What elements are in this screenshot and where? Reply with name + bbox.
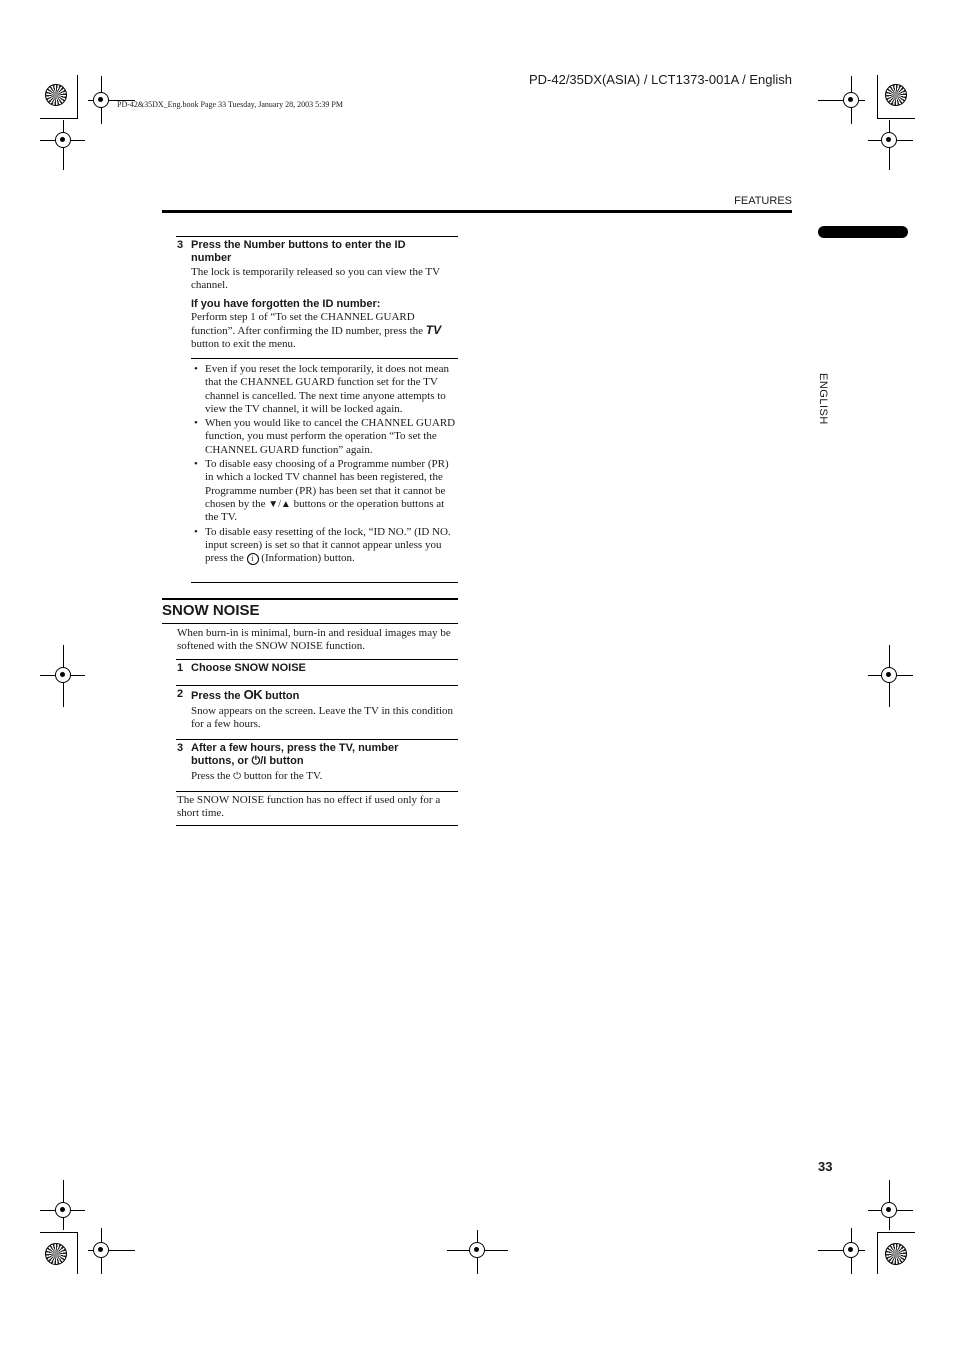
page-number: 33	[818, 1159, 833, 1174]
forgot-title: If you have forgotten the ID number:	[191, 297, 381, 310]
doc-id: PD-42/35DX(ASIA) / LCT1373-001A / English	[528, 72, 792, 87]
registration-mark-icon	[843, 92, 859, 108]
registration-target-icon	[45, 1243, 67, 1265]
registration-target-icon	[885, 1243, 907, 1265]
snow-step-2	[176, 688, 458, 732]
power-icon: ⏻	[233, 771, 242, 782]
registration-mark-icon	[55, 1202, 71, 1218]
registration-mark-icon	[881, 132, 897, 148]
header-rule	[162, 210, 792, 213]
rule	[162, 623, 458, 624]
step-title: Press the Number buttons to enter the ID number	[191, 239, 406, 264]
step-body: Snow appears on the screen. Leave the TV in this condition for a few hours.	[191, 705, 454, 731]
section-heading: SNOW NOISE	[162, 602, 260, 619]
rule	[191, 358, 458, 359]
note-item: • Even if you reset the lock temporarily, it does not mean that the CHANNEL GUARD function set for the TV channel is cancelled. The next time anyone attempts to view the TV channel, it will be locked again.	[192, 363, 458, 416]
power-button-icon: ⏻/I	[251, 755, 267, 767]
registration-mark-icon	[93, 92, 109, 108]
rule	[176, 685, 458, 686]
book-info: PD-42&35DX_Eng.book Page 33 Tuesday, January 28, 2003 5:39 PM	[117, 100, 343, 109]
section-label: FEATURES	[734, 195, 792, 207]
rule	[191, 582, 458, 583]
registration-mark-icon	[881, 1202, 897, 1218]
rule	[176, 236, 458, 237]
rule	[176, 825, 458, 826]
step-3	[176, 239, 458, 351]
down-up-arrow-icon: ▼/▲	[268, 498, 291, 510]
forgot-body: Perform step 1 of “To set the CHANNEL GUARD function”. After confirming the ID number, press the TV button to exit the menu.	[191, 310, 442, 351]
registration-mark-icon	[55, 132, 71, 148]
note-item: • To disable easy resetting of the lock, “ID NO.” (ID NO. input screen) is set so that it cannot appear unless you press the i (Information) button.	[192, 526, 458, 566]
step-number: 3	[177, 742, 184, 754]
registration-target-icon	[45, 84, 67, 106]
side-tab-bar	[818, 226, 908, 238]
registration-mark-icon	[881, 667, 897, 683]
step-number: 1	[177, 662, 184, 674]
rule	[176, 739, 458, 740]
snow-step-1	[176, 662, 458, 675]
note-item: • When you would like to cancel the CHANNEL GUARD function, you must perform the operation “To set the CHANNEL GUARD function” again.	[192, 417, 458, 457]
step-title: After a few hours, press the TV, number buttons, or ⏻/I button	[191, 742, 399, 767]
registration-mark-icon	[843, 1242, 859, 1258]
notes-list	[192, 363, 458, 566]
ok-button-icon: OK	[243, 687, 263, 702]
step-body: Press the ⏻ button for the TV.	[191, 770, 323, 782]
rule	[176, 659, 458, 660]
registration-mark-icon	[93, 1242, 109, 1258]
info-icon: i	[247, 553, 259, 565]
step-number: 2	[177, 688, 184, 700]
note-item: • To disable easy choosing of a Programme number (PR) in which a locked TV channel has been registered, the Programme number (PR) has been set that it cannot be chosen by the ▼/▲ buttons or the operation buttons at the TV.	[192, 458, 458, 524]
registration-target-icon	[885, 84, 907, 106]
step-title: Choose SNOW NOISE	[191, 662, 306, 674]
snow-intro: When burn-in is minimal, burn-in and residual images may be softened with the SNOW NOISE function.	[177, 627, 451, 653]
step-body: The lock is temporarily released so you can view the TV channel.	[191, 266, 440, 292]
step-title: Press the OK button	[191, 687, 300, 702]
rule	[176, 791, 458, 792]
snow-step-3	[176, 742, 458, 783]
registration-mark-icon	[469, 1242, 485, 1258]
snow-note: The SNOW NOISE function has no effect if used only for a short time.	[177, 794, 441, 820]
section-rule	[162, 598, 458, 600]
registration-mark-icon	[55, 667, 71, 683]
side-tab-label: ENGLISH	[817, 373, 829, 425]
tv-button-icon: TV	[425, 322, 442, 337]
step-number: 3	[177, 239, 184, 251]
